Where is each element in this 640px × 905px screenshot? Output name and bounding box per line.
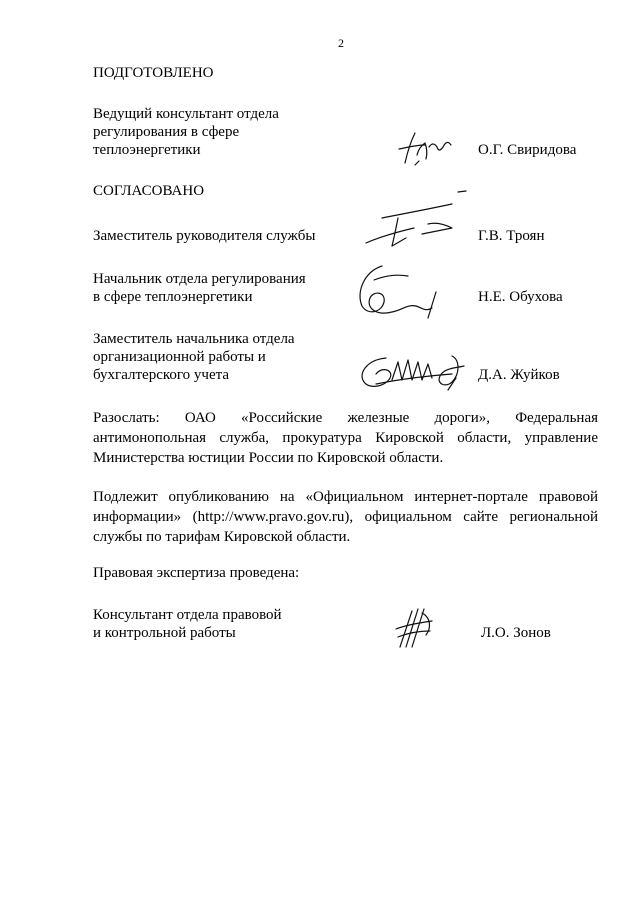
signer-2-position-line-1: Начальник отдела регулирования [93, 271, 306, 287]
prepared-position-line-1: Ведущий консультант отдела [93, 106, 279, 122]
agreed-heading: СОГЛАСОВАНО [93, 183, 205, 199]
distribution-paragraph: Разослать: ОАО «Российские железные дороги», Федеральная антимонопольная служба, прокуратура Кировской области, управление Министерства юстиции России по Кировской области. [93, 410, 598, 466]
signature-sviridova [395, 125, 455, 170]
prepared-position-line-3: теплоэнергетики [93, 142, 201, 158]
page-number: 2 [338, 36, 344, 50]
legal-review-position-line-2: и контрольной работы [93, 625, 236, 641]
prepared-position-line-2: регулирования в сфере [93, 124, 240, 140]
legal-review-name: Л.О. Зонов [481, 625, 551, 641]
signature-troyan [362, 188, 472, 253]
signer-2-position-line-2: в сфере теплоэнергетики [93, 289, 253, 305]
signature-zonov [392, 603, 437, 653]
prepared-name: О.Г. Свиридова [478, 142, 577, 158]
signature-obukhova [352, 262, 447, 322]
signer-3-name: Д.А. Жуйков [478, 367, 560, 383]
signer-3-position-line-3: бухгалтерского учета [93, 367, 230, 383]
publication-paragraph: Подлежит опубликованию на «Официальном интернет-портале правовой информации» (http://www.pravo.gov.ru), официальном сайте региональной службы по тарифам Кировской области. [93, 489, 598, 545]
prepared-heading: ПОДГОТОВЛЕНО [93, 65, 214, 81]
signature-zhuikov [356, 350, 476, 395]
legal-review-position-line-1: Консультант отдела правовой [93, 607, 282, 623]
signer-2-name: Н.Е. Обухова [478, 289, 563, 305]
signer-1-name: Г.В. Троян [478, 228, 545, 244]
signer-3-position-line-2: организационной работы и [93, 349, 266, 365]
legal-review-statement: Правовая экспертиза проведена: [93, 565, 300, 581]
signer-3-position-line-1: Заместитель начальника отдела [93, 331, 295, 347]
signer-1-position-line-1: Заместитель руководителя службы [93, 228, 316, 244]
